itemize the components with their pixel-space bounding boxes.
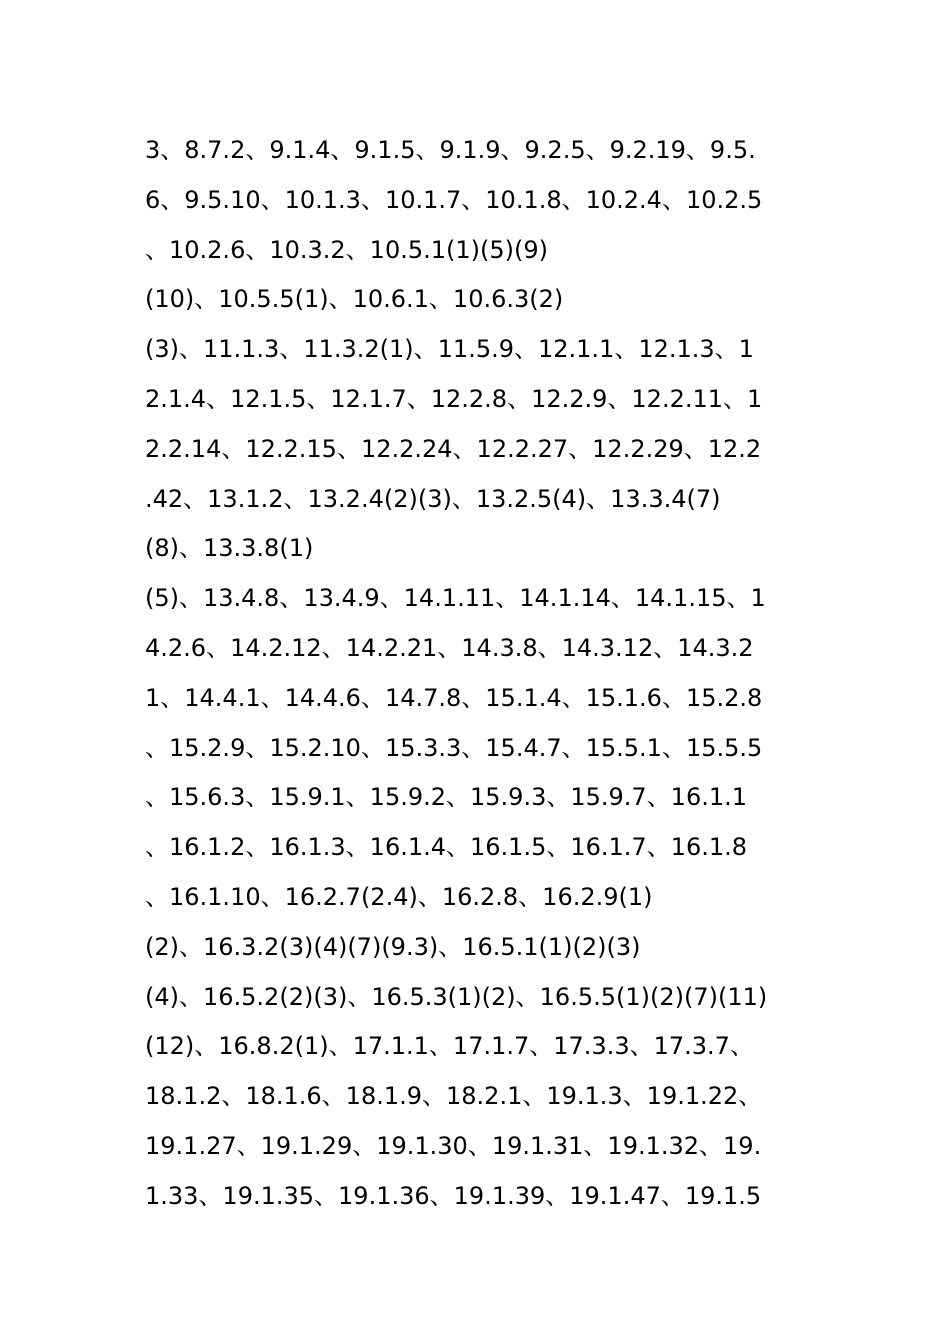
text-line: 4.2.6、14.2.12、14.2.21、14.3.8、14.3.12、14.3.2	[145, 633, 754, 662]
text-line: 3、8.7.2、9.1.4、9.1.5、9.1.9、9.2.5、9.2.19、9.5.	[145, 136, 756, 164]
text-line: (8)、13.3.8(1)	[145, 534, 314, 563]
text-line: 、10.2.6、10.3.2、10.5.1(1)(5)(9)	[145, 235, 548, 264]
text-line: 2.2.14、12.2.15、12.2.24、12.2.27、12.2.29、12.2	[145, 434, 762, 463]
text-line: 、16.1.2、16.1.3、16.1.4、16.1.5、16.1.7、16.1.8	[145, 833, 748, 862]
text-line: 1、14.4.1、14.4.6、14.7.8、15.1.4、15.1.6、15.2.8	[145, 683, 763, 712]
text-line: 、15.6.3、15.9.1、15.9.2、15.9.3、15.9.7、16.1.1	[145, 783, 748, 812]
text-line: (12)、16.8.2(1)、17.1.1、17.1.7、17.3.3、17.3.7、	[145, 1032, 754, 1061]
text-line: (5)、13.4.8、13.4.9、14.1.11、14.1.14、14.1.15、1	[145, 584, 766, 613]
text-line: (3)、11.1.3、11.3.2(1)、11.5.9、12.1.1、12.1.3、1	[145, 335, 754, 364]
text-line: (4)、16.5.2(2)(3)、16.5.3(1)(2)、16.5.5(1)(2)(7)(11)	[145, 982, 768, 1011]
text-line: 1.33、19.1.35、19.1.36、19.1.39、19.1.47、19.1.5	[145, 1181, 762, 1210]
text-line: (10)、10.5.5(1)、10.6.1、10.6.3(2)	[145, 285, 564, 314]
text-line: 18.1.2、18.1.6、18.1.9、18.2.1、19.1.3、19.1.22、	[145, 1082, 763, 1111]
clause-reference-list	[145, 126, 825, 1222]
text-line: 、16.1.10、16.2.7(2.4)、16.2.8、16.2.9(1)	[145, 882, 653, 911]
text-line: 19.1.27、19.1.29、19.1.30、19.1.31、19.1.32、19.	[145, 1131, 762, 1160]
text-line: 、15.2.9、15.2.10、15.3.3、15.4.7、15.5.1、15.5.5	[145, 733, 763, 762]
text-line: 6、9.5.10、10.1.3、10.1.7、10.1.8、10.2.4、10.2.5	[145, 185, 763, 214]
text-line: 2.1.4、12.1.5、12.1.7、12.2.8、12.2.9、12.2.11、1	[145, 384, 763, 413]
text-line: .42、13.1.2、13.2.4(2)(3)、13.2.5(4)、13.3.4(7)	[145, 484, 721, 513]
text-line: (2)、16.3.2(3)(4)(7)(9.3)、16.5.1(1)(2)(3)	[145, 932, 641, 961]
